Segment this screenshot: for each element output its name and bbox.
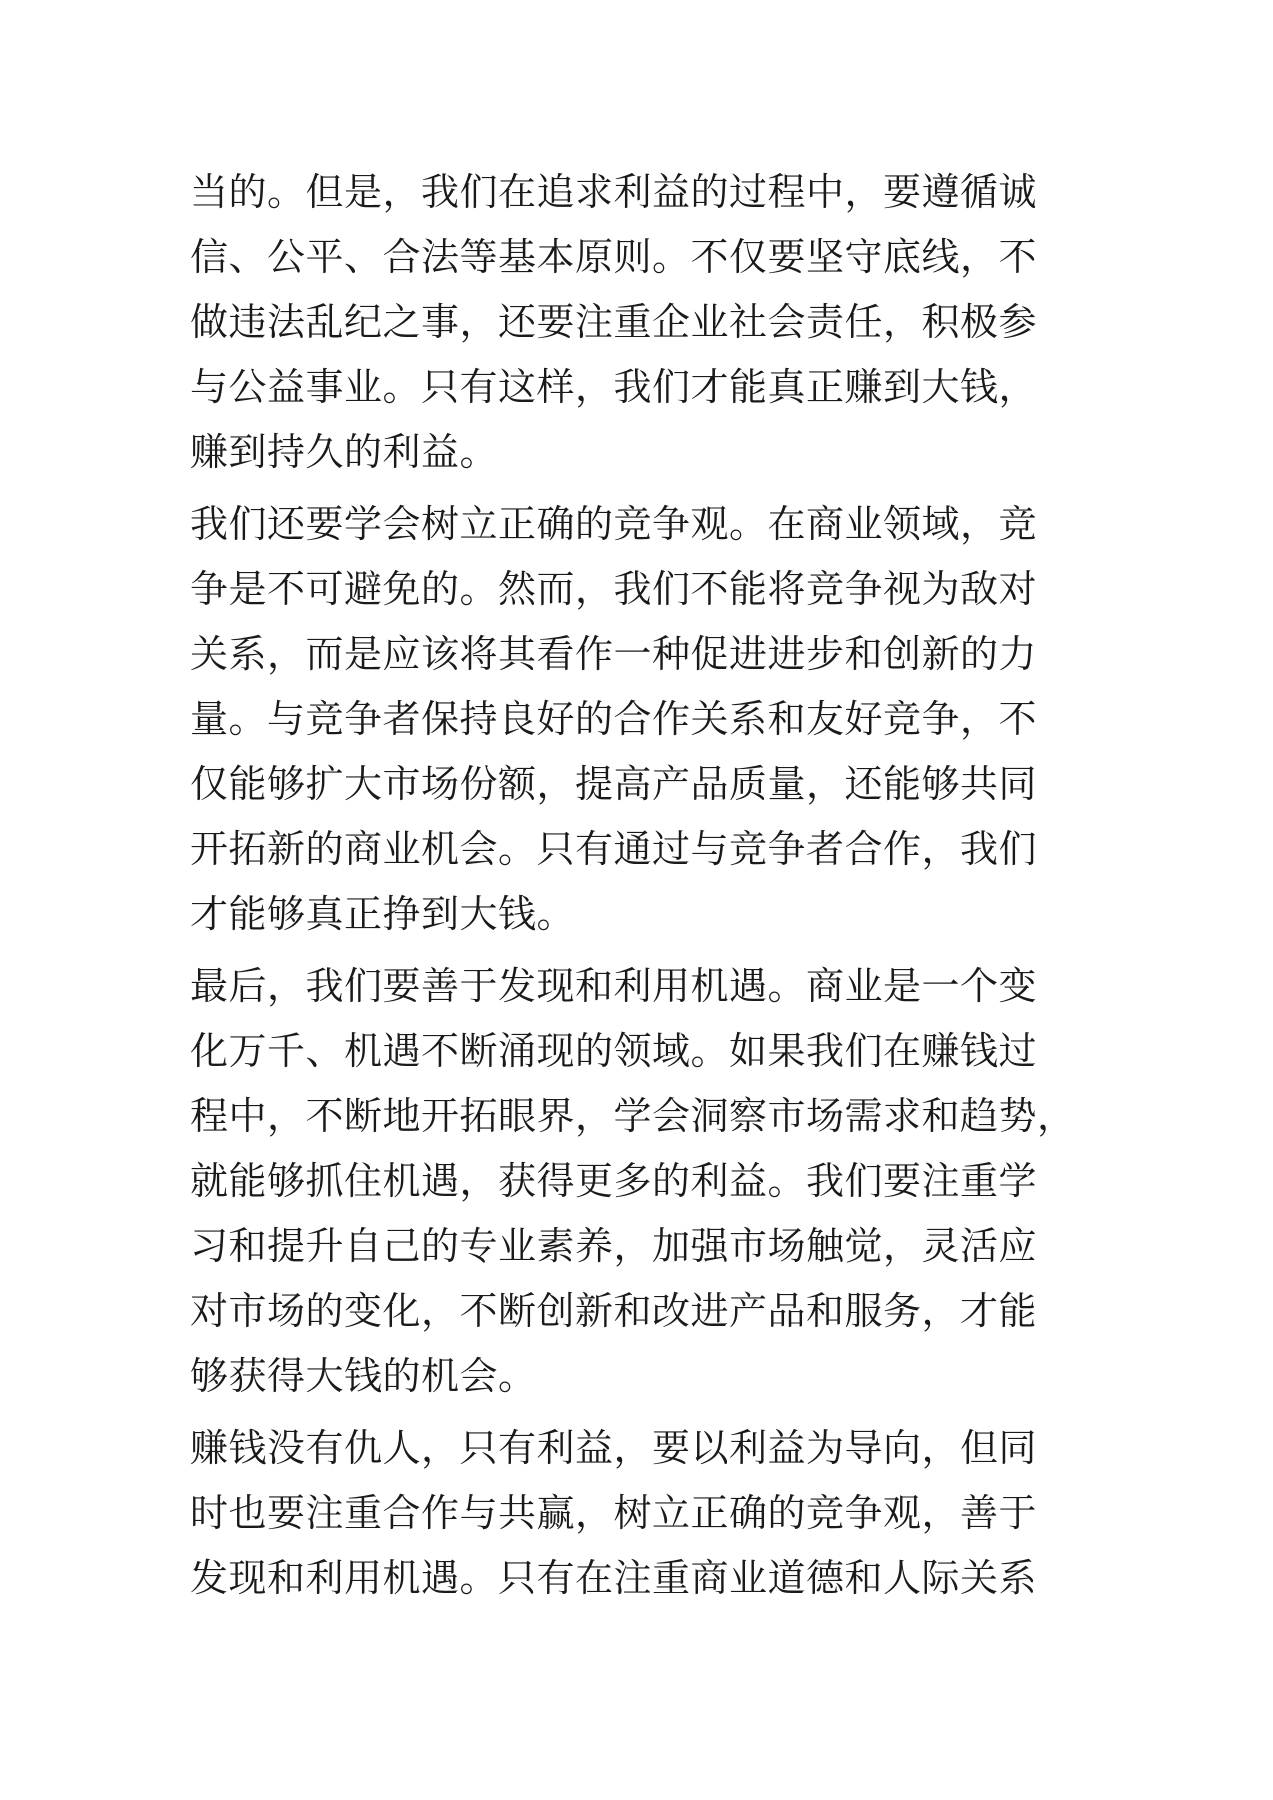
text-line: 做违法乱纪之事，还要注重企业社会责任，积极参 — [190, 300, 1038, 344]
text-line: 我们还要学会树立正确的竞争观。在商业领域，竞 — [190, 502, 1038, 546]
text-line: 争是不可避免的。然而，我们不能将竞争视为敌对 — [190, 567, 1038, 611]
text-line: 信、公平、合法等基本原则。不仅要坚守底线，不 — [190, 235, 1038, 279]
text-line: 当的。但是，我们在追求利益的过程中，要遵循诚 — [190, 170, 1038, 214]
text-line: 赚到持久的利益。 — [190, 430, 499, 474]
text-line: 习和提升自己的专业素养，加强市场触觉，灵活应 — [190, 1224, 1038, 1268]
text-line: 够获得大钱的机会。 — [190, 1354, 537, 1398]
text-line: 开拓新的商业机会。只有通过与竞争者合作，我们 — [190, 827, 1038, 871]
text-line: 就能够抓住机遇，获得更多的利益。我们要注重学 — [190, 1159, 1038, 1203]
text-line: 时也要注重合作与共赢，树立正确的竞争观，善于 — [190, 1491, 1038, 1535]
paragraph-business-ethics — [190, 160, 1090, 485]
paragraph-conclusion — [190, 1416, 1090, 1611]
text-line: 才能够真正挣到大钱。 — [190, 892, 576, 936]
paragraph-competition — [190, 492, 1090, 947]
text-line: 赚钱没有仇人，只有利益，要以利益为导向，但同 — [190, 1426, 1038, 1470]
text-line: 关系，而是应该将其看作一种促进进步和创新的力 — [190, 632, 1038, 676]
document-body — [190, 160, 1090, 1618]
text-line: 最后，我们要善于发现和利用机遇。商业是一个变 — [190, 964, 1038, 1008]
text-line: 仅能够扩大市场份额，提高产品质量，还能够共同 — [190, 762, 1038, 806]
text-line: 程中，不断地开拓眼界，学会洞察市场需求和趋势， — [190, 1094, 1076, 1138]
text-line: 与公益事业。只有这样，我们才能真正赚到大钱， — [190, 365, 1038, 409]
text-line: 量。与竞争者保持良好的合作关系和友好竞争，不 — [190, 697, 1038, 741]
text-line: 发现和利用机遇。只有在注重商业道德和人际关系 — [190, 1556, 1038, 1600]
paragraph-opportunities — [190, 954, 1090, 1409]
text-line: 化万千、机遇不断涌现的领域。如果我们在赚钱过 — [190, 1029, 1038, 1073]
text-line: 对市场的变化，不断创新和改进产品和服务，才能 — [190, 1289, 1038, 1333]
